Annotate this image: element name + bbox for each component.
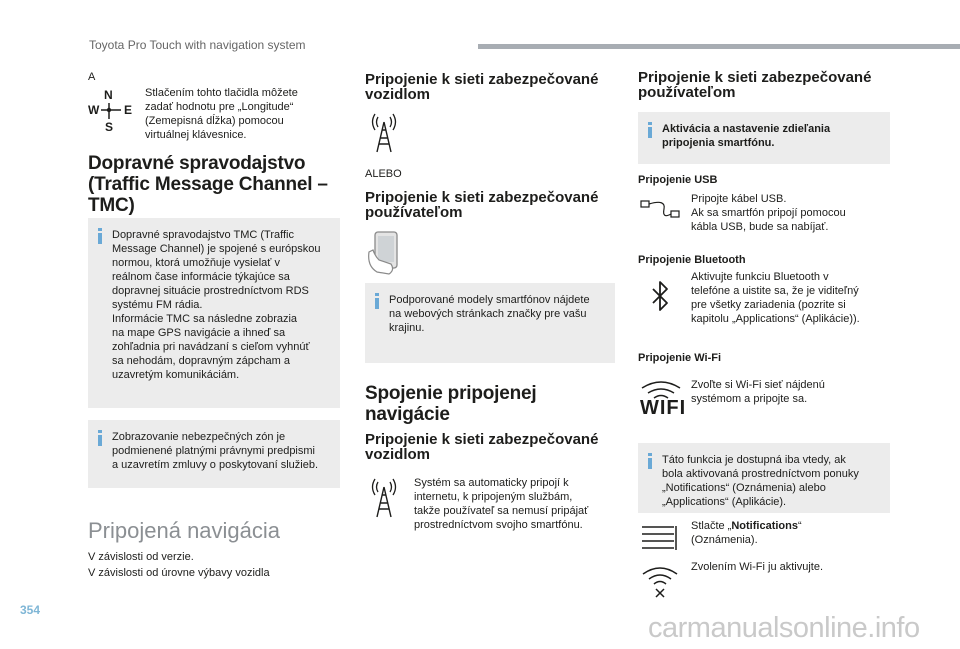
hotspot-note — [638, 112, 890, 164]
wifi-activate-icon — [640, 566, 680, 600]
antenna-icon — [365, 477, 405, 521]
compass-icon — [88, 88, 132, 134]
smartphone-hand-icon — [365, 230, 405, 276]
danger-zone-note — [88, 420, 340, 488]
wifi-description: Zvoľte si Wi-Fi sieť nájdenú systémom a pripojte sa. — [691, 379, 825, 405]
usb-label: Pripojenie USB — [638, 174, 718, 186]
bluetooth-label: Pripojenie Bluetooth — [638, 254, 746, 266]
page-number: 354 — [20, 603, 41, 617]
wifi-label: Pripojenie Wi-Fi — [638, 352, 722, 364]
info-icon — [372, 293, 382, 309]
supported-models-note — [365, 283, 615, 363]
notifications-list-icon — [640, 524, 678, 552]
connected-navigation-heading: Pripojená navigácia — [88, 518, 281, 543]
bluetooth-icon — [648, 280, 672, 314]
notifications-availability-note-text: Táto funkcia je dostupná iba vtedy, ak bola aktivovaná prostredníctvom ponuky „Notifications“ (Oznámenia) alebo „Applications“ (Aplikácie). — [662, 454, 859, 508]
or-label: ALEBO — [365, 168, 402, 180]
tmc-heading: Dopravné spravodajstvo (Traffic Message Channel – TMC) — [88, 153, 328, 216]
danger-zone-note-text: Zobrazovanie nebezpečných zón je podmienené platnými právnymi predpismi a uzavretím zmluvy o poskytovaní služieb. — [112, 431, 319, 471]
bluetooth-description: Aktivujte funkciu Bluetooth v telefóne a uistite sa, že je viditeľný pre všetky zariadenia (pozrite si kapitolu „Applications“ (Aplikácie)). — [691, 271, 860, 325]
document-running-title: Toyota Pro Touch with navigation system — [89, 38, 306, 52]
tmc-info-note — [88, 218, 340, 408]
supported-models-note-text: Podporované modely smartfónov nájdete na webových stránkach značky pre vašu krajinu. — [389, 294, 590, 334]
hotspot-note-text: Aktivácia a nastavenie zdieľania pripojenia smartfónu. — [662, 123, 831, 149]
compass-description: Stlačením tohto tlačidla môžete zadať hodnotu pre „Longitude“ (Zemepisná dĺžka) pomocou virtuálnej klávesnice. — [145, 87, 298, 141]
wifi-activate-description: Zvolením Wi-Fi ju aktivujte. — [691, 561, 824, 573]
user-network-heading: Pripojenie k sieti zabezpečované používateľom — [365, 189, 599, 221]
auto-connect-description: Systém sa automaticky pripojí k internetu, k pripojeným službám, takže používateľ sa nemusí pripájať prostredníctvom svojho smartfónu. — [414, 477, 589, 531]
antenna-icon — [365, 112, 405, 156]
notifications-availability-note — [638, 443, 890, 513]
header-rule — [478, 44, 960, 49]
watermark: carmanualsonline.info — [648, 612, 920, 644]
vehicle-network-heading: Pripojenie k sieti zabezpečované vozidlom — [365, 71, 599, 103]
usb-description: Pripojte kábel USB. Ak sa smartfón pripojí pomocou kábla USB, bude sa nabíjať. — [691, 193, 846, 233]
info-icon — [95, 228, 105, 244]
vehicle-network-heading-2: Pripojenie k sieti zabezpečované vozidlom — [365, 431, 599, 463]
usb-cable-icon — [640, 197, 680, 223]
compass-s: S — [105, 120, 114, 134]
equipment-note: V závislosti od úrovne výbavy vozidla — [88, 567, 270, 579]
info-icon — [95, 430, 105, 446]
wifi-icon — [638, 380, 687, 420]
notifications-instruction-suffix: “ (Oznámenia). — [691, 520, 802, 546]
compass-n: N — [104, 88, 113, 102]
wifi-icon-text: WIFI — [640, 397, 687, 419]
connected-navigation-link-heading: Spojenie pripojenej navigácie — [365, 383, 537, 425]
notifications-instruction — [691, 519, 901, 547]
info-icon — [645, 122, 655, 138]
user-network-heading-3: Pripojenie k sieti zabezpečované používateľom — [638, 69, 872, 101]
notifications-instruction-prefix: Stlačte „ — [691, 520, 732, 532]
label-a: A — [88, 71, 96, 83]
notifications-keyword: Notifications — [731, 520, 798, 532]
tmc-note-text: Dopravné spravodajstvo TMC (Traffic Message Channel) je spojené s európskou normou, ktorá umožňuje vysielať v reálnom čase informácie týkajúce sa dopravnej situácie prostredníctvom RDS systému FM rádia. Informácie TMC sa následne zobrazia na mape GPS navigácie a ihneď sa zohľadnia pri navádzaní s cieľom vyhnúť sa nehodám, dopravným zápcham a uzavretým komunikáciám. — [112, 229, 321, 381]
version-note: V závislosti od verzie. — [88, 551, 194, 563]
compass-e: E — [124, 103, 133, 117]
info-icon — [645, 453, 655, 469]
compass-w: W — [88, 103, 100, 117]
